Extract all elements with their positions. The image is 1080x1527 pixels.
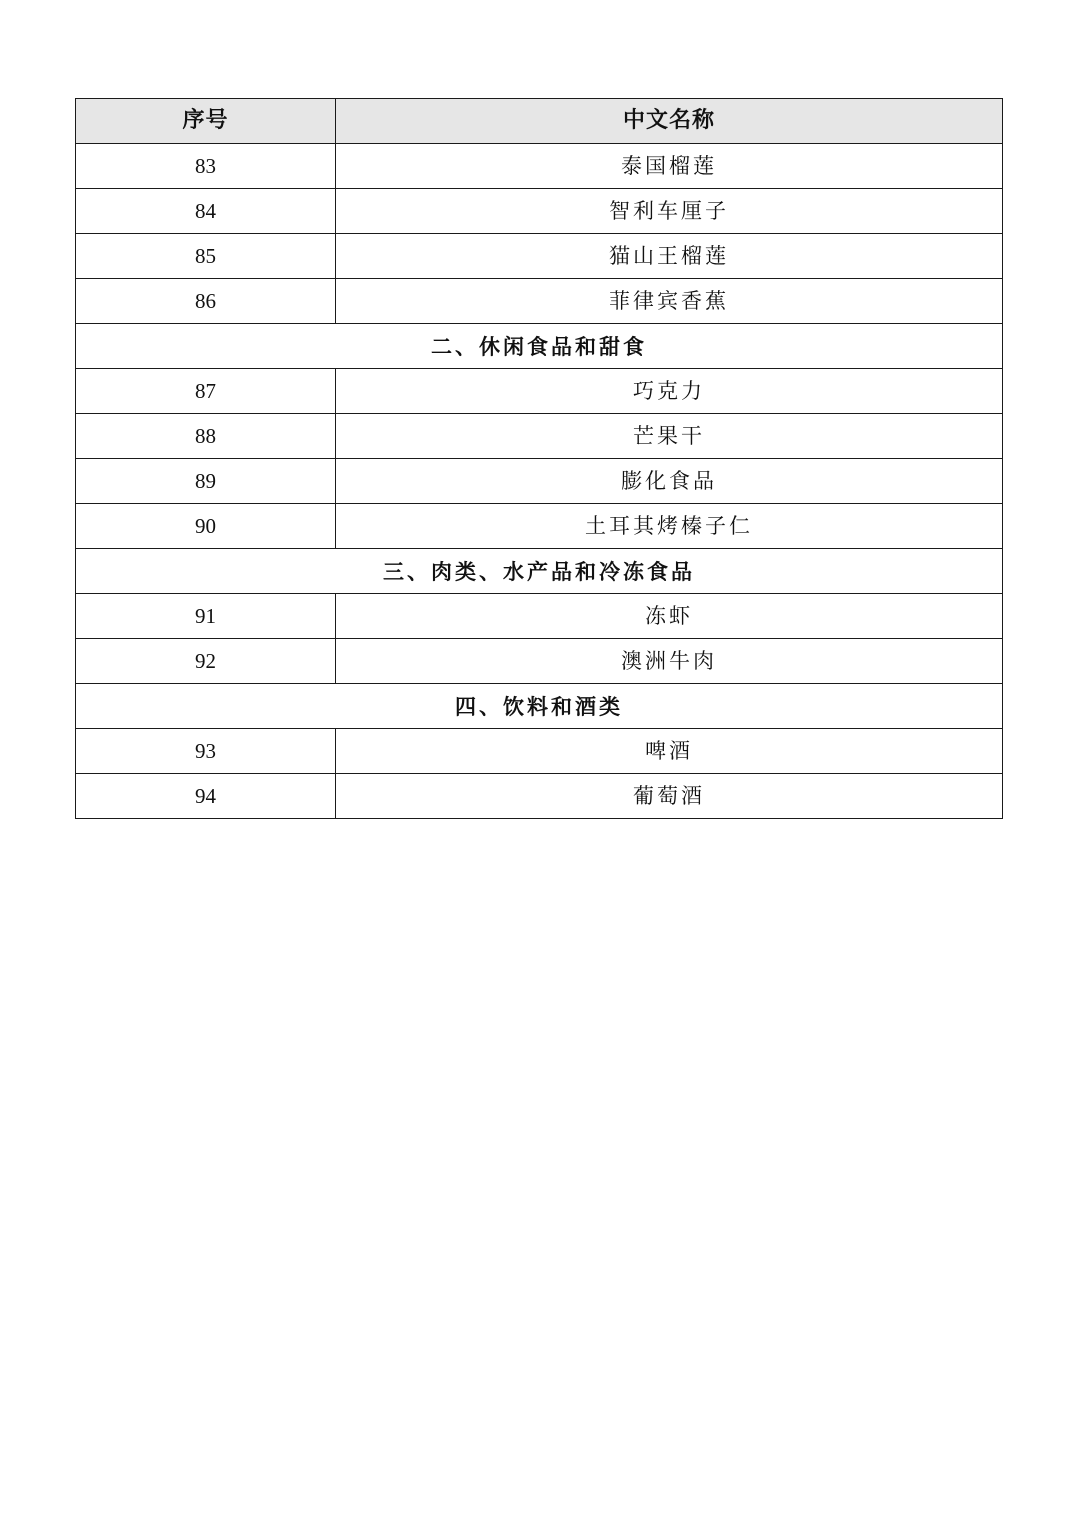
table-row [76, 369, 1003, 414]
row-number: 94 [76, 774, 336, 819]
table-row [76, 279, 1003, 324]
category-heading: 四、饮料和酒类 [76, 684, 1003, 729]
row-name: 膨化食品 [336, 459, 1003, 504]
table-row [76, 594, 1003, 639]
row-number: 85 [76, 234, 336, 279]
category-heading: 三、肉类、水产品和冷冻食品 [76, 549, 1003, 594]
header-number: 序号 [76, 99, 336, 144]
row-name: 葡萄酒 [336, 774, 1003, 819]
row-name: 猫山王榴莲 [336, 234, 1003, 279]
table-header-row [76, 99, 1003, 144]
table-row [76, 189, 1003, 234]
table-row [76, 729, 1003, 774]
category-row [76, 684, 1003, 729]
table-row [76, 639, 1003, 684]
table-row [76, 459, 1003, 504]
table-row [76, 774, 1003, 819]
table-row [76, 414, 1003, 459]
row-name: 芒果干 [336, 414, 1003, 459]
row-name: 巧克力 [336, 369, 1003, 414]
category-row [76, 549, 1003, 594]
category-row [76, 324, 1003, 369]
row-name: 啤酒 [336, 729, 1003, 774]
row-number: 89 [76, 459, 336, 504]
row-number: 88 [76, 414, 336, 459]
table-row [76, 234, 1003, 279]
row-name: 智利车厘子 [336, 189, 1003, 234]
category-heading: 二、休闲食品和甜食 [76, 324, 1003, 369]
row-number: 92 [76, 639, 336, 684]
row-number: 83 [76, 144, 336, 189]
product-table [75, 98, 1003, 819]
header-name: 中文名称 [336, 99, 1003, 144]
row-number: 90 [76, 504, 336, 549]
table-row [76, 144, 1003, 189]
row-name: 土耳其烤榛子仁 [336, 504, 1003, 549]
row-name: 菲律宾香蕉 [336, 279, 1003, 324]
row-name: 澳洲牛肉 [336, 639, 1003, 684]
row-number: 91 [76, 594, 336, 639]
row-name: 冻虾 [336, 594, 1003, 639]
row-name: 泰国榴莲 [336, 144, 1003, 189]
row-number: 87 [76, 369, 336, 414]
row-number: 86 [76, 279, 336, 324]
row-number: 84 [76, 189, 336, 234]
row-number: 93 [76, 729, 336, 774]
table-row [76, 504, 1003, 549]
